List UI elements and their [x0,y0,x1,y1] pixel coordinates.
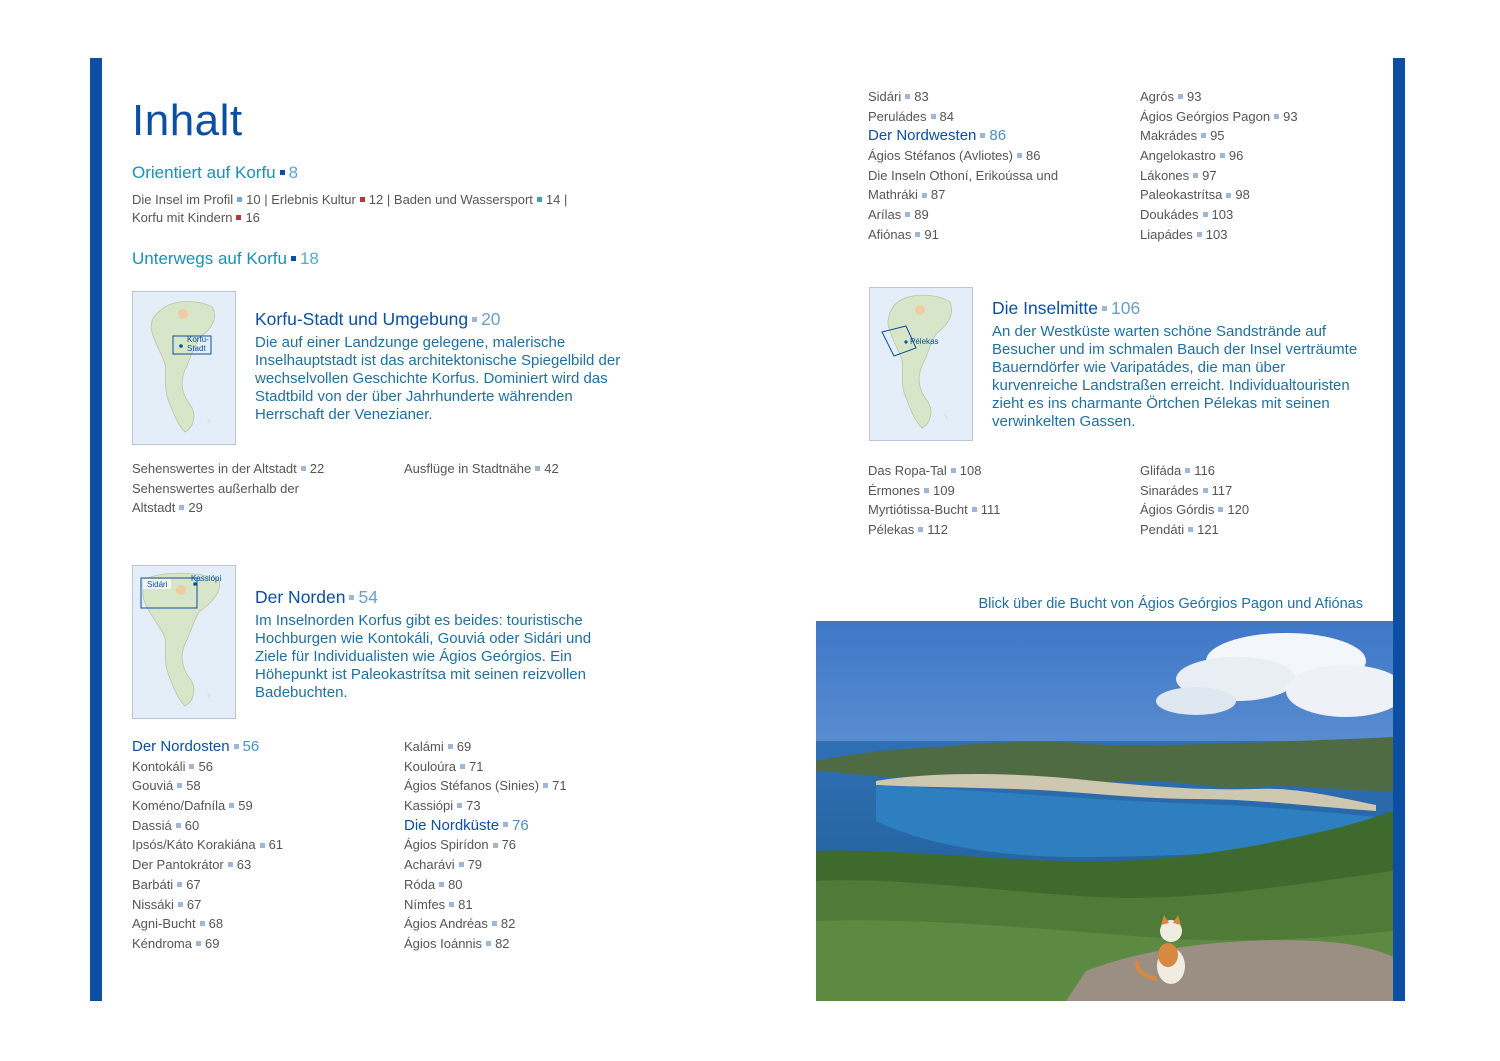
entry-label: Érmones [868,482,921,498]
page-number: 14 [545,192,561,207]
page-marker [301,466,306,471]
separator: | [264,192,268,207]
bay-photo-illustration [816,621,1393,1001]
toc-entry[interactable] [132,796,283,816]
page-number: 58 [186,778,201,794]
page-number: 56 [242,738,260,755]
page-marker [1178,94,1183,99]
toc-entry[interactable] [404,934,567,954]
page-number: 76 [501,837,517,853]
page-number: 22 [309,461,325,476]
region-heading-label: Die Inselmitte [992,298,1099,318]
page-marker [1203,212,1208,217]
entry-label: Doukádes [1140,207,1199,223]
region-map-korfu-stadt [132,291,236,445]
left-page-edge-bar [90,58,102,1001]
page-number: 120 [1227,502,1250,518]
entry-label: Kontokáli [132,758,186,774]
toc-list-korfu-stadt-col1 [132,459,324,518]
corfu-island-map [870,288,972,440]
toc-subheading[interactable] [132,737,283,757]
region-map-norden [132,565,236,719]
toc-entry[interactable] [1140,166,1298,186]
entry-label: Mathráki [868,187,918,203]
entry-label: Barbáti [132,876,174,892]
region-heading-label: Korfu-Stadt und Umgebung [255,309,469,329]
toc-entry[interactable] [132,855,283,875]
region-description: Im Inselnorden Korfus gibt es beides: touristische Hochburgen wie Kontokáli, Gouviá oder Sidári und Ziele für Individualisten wie Ágios Geórgios. Ein Höhepunkt ist Paleokastrítsa mit seinen reizvollen Badebuchten. [255,612,592,701]
toc-entry[interactable] [132,895,283,915]
page-number: 86 [989,127,1007,145]
page-marker [189,764,194,769]
page-marker [922,193,927,198]
region-heading-norden[interactable] [255,587,378,608]
page-marker [1102,306,1107,311]
page-number: 71 [469,758,484,774]
page-number: 112 [927,522,948,538]
entry-label: Ágios Geórgios Pagon [1140,108,1271,124]
toc-entry[interactable] [404,835,567,855]
toc-entry[interactable] [868,87,1058,107]
toc-entry[interactable]: Baden und Wassersport [393,192,533,207]
toc-entry[interactable] [404,895,567,915]
entry-label: Glifáda [1140,463,1182,478]
toc-list-norden-col1 [132,737,283,954]
page-number: 67 [186,876,201,892]
page-marker [177,882,182,887]
page-number: 106 [1111,298,1141,318]
page-marker [543,783,548,788]
page-title: Inhalt [132,96,243,145]
page-number: 68 [208,916,224,932]
page-marker [360,197,365,202]
entry-label: Angelokastro [1140,148,1216,164]
toc-entry[interactable] [868,520,1000,540]
page-number: 89 [914,207,929,223]
toc-entry[interactable] [404,796,567,816]
page-number: 111 [980,502,1001,518]
entry-label: Makrádes [1140,128,1198,144]
toc-entry[interactable] [1140,126,1298,146]
page-marker [1185,468,1190,473]
entry-label: Afiónas [868,226,912,242]
page-marker [924,488,929,493]
page-number: 61 [268,837,284,853]
region-description: Die auf einer Landzunge gelegene, malerische Inselhauptstadt ist das architektonische Spiegelbild der wechselvollen Geschichte Korfus. Dominiert wird das Stadtbild von der über Jahrhunderte währenden Herrschaft der Venezianer. [255,334,621,423]
toc-entry[interactable] [868,225,1058,245]
entry-label: Sehenswertes außerhalb der [132,480,299,496]
page-number: 121 [1197,522,1219,538]
toc-entry[interactable]: Korfu mit Kindern [132,210,233,225]
page-number: 69 [456,739,472,754]
page-marker [1226,193,1231,198]
entry-label: Der Pantokrátor [132,857,224,873]
map-label: Kassiópi [191,574,222,583]
page-number: 84 [939,108,955,124]
page-number: 83 [914,89,929,104]
orientiert-line-1 [132,190,567,210]
page-marker [228,862,233,867]
page-number: 69 [204,935,220,951]
photo-caption: Blick über die Bucht von Ágios Geórgios Pagon und Afiónas [978,596,1363,612]
corfu-island-map [133,566,235,718]
entry-label: Paleokastrítsa [1140,187,1223,203]
page-marker [503,822,508,827]
page-number: 18 [299,249,319,268]
page-number: 16 [245,210,260,225]
entry-label: Die Inseln Othoní, Erikoússa und [868,167,1059,183]
toc-entry[interactable] [404,914,567,934]
page-marker [439,882,444,887]
page-marker [178,902,183,907]
page-number: 20 [481,309,501,329]
entry-label: Ágios Górdis [1140,502,1215,518]
entry-label: Ausflüge in Stadtnähe [404,461,532,476]
page-number: 98 [1235,187,1250,203]
entry-label: Dassiá [132,817,172,833]
page-number: 71 [552,778,567,794]
page-marker [918,527,923,532]
toc-list-korfu-stadt-col2 [404,459,559,479]
section-heading-unterwegs[interactable] [132,249,319,269]
page-number: 60 [184,817,200,833]
page-number: 59 [238,798,253,814]
page-number: 96 [1228,148,1244,164]
page-marker [460,764,465,769]
toc-entry[interactable] [132,498,324,518]
page-marker [237,197,242,202]
toc-entry[interactable]: Erlebnis Kultur [271,192,356,207]
region-heading-inselmitte[interactable] [992,298,1140,319]
entry-label: Pélekas [868,522,915,538]
toc-entry[interactable] [1140,107,1298,127]
entry-label: Ágios Andréas [404,916,488,932]
entry-label: Ágios Spirídon [404,837,489,853]
page-marker [972,507,977,512]
toc-entry[interactable] [132,875,283,895]
page-number: 97 [1202,167,1217,183]
toc-subheading[interactable] [868,126,1058,146]
page-marker [1188,527,1193,532]
toc-entry[interactable] [1140,205,1298,225]
entry-label: Nímfes [404,896,446,912]
page-marker [459,862,464,867]
page-number: 86 [1026,148,1041,164]
region-description: An der Westküste warten schöne Sandstrände auf Besucher und im schmalen Bauch der Insel verträumte Bauerndörfer wie Varipatádes, die man über kurvenreiche Landstraßen erreicht. Individualtouristen zieht es ins charmante Örtchen Pélekas mit seinen verwinkelten Gassen. [992,323,1358,430]
page-number: 73 [466,798,481,814]
section-heading-label: Unterwegs auf Korfu [132,249,287,268]
entry-label: Arílas [868,207,902,223]
toc-entry[interactable] [404,737,567,757]
toc-entry[interactable] [868,205,1058,225]
page-number: 54 [358,587,378,607]
page-marker [486,941,491,946]
page-marker [179,505,184,510]
toc-entry[interactable] [868,461,1000,481]
page-number: 63 [236,857,252,873]
page-marker [951,468,956,473]
page-marker [1201,133,1206,138]
page-marker [280,170,285,175]
section-heading-label: Orientiert auf Korfu [132,163,276,182]
toc-entry[interactable] [1140,185,1298,205]
page-marker [1220,153,1225,158]
toc-entry[interactable] [404,459,559,479]
page-number: 95 [1210,128,1225,144]
page-number: 82 [495,935,510,951]
page-marker [1017,153,1022,158]
entry-label: Agni-Bucht [132,916,196,932]
page-marker [176,823,181,828]
page-marker [236,215,241,220]
entry-label: Nissáki [132,896,174,912]
separator: | [386,192,391,207]
page-number: 117 [1211,482,1233,498]
toc-entry[interactable] [132,479,324,499]
toc-entry[interactable] [404,776,567,796]
page-number: 109 [933,482,955,498]
page-marker [472,317,477,322]
page-number: 82 [500,916,516,932]
page-marker [493,843,498,848]
entry-label: Liapádes [1140,226,1193,242]
entry-label: Sidári [868,89,902,104]
toc-entry[interactable] [1140,87,1298,107]
region-map-inselmitte [869,287,973,441]
entry-label: Ágios Stéfanos (Sinies) [404,778,540,794]
map-label: Stadt [187,344,206,353]
page-number: 10 [246,192,261,207]
toc-entry[interactable] [868,166,1058,186]
entry-label: Kassiópi [404,798,454,814]
toc-entry[interactable] [132,835,283,855]
entry-label: Myrtiótissa-Bucht [868,502,968,518]
page-marker [449,902,454,907]
page-marker [492,921,497,926]
map-label: Sidári [147,580,168,589]
page-marker [905,94,910,99]
region-heading-korfu-stadt[interactable] [255,309,501,330]
entry-label: Ipsós/Káto Korakiána [132,837,256,853]
page-number: 81 [458,896,473,912]
right-page-edge-bar [1393,58,1405,1001]
landscape-photo [816,621,1393,1001]
page-marker [980,133,985,138]
toc-entry[interactable] [404,757,567,777]
entry-label: Gouviá [132,778,174,794]
toc-entry[interactable] [132,816,283,836]
toc-list-inselmitte-col1 [868,461,1000,540]
map-label: Korfu- [187,335,209,344]
page-marker [1218,507,1223,512]
page-number: 29 [188,500,203,516]
toc-entry[interactable] [132,934,283,954]
page-number: 103 [1205,226,1228,242]
region-heading-label: Der Norden [255,587,346,607]
entry-label: Pendáti [1140,522,1185,538]
toc-list-inselmitte-col2 [1140,461,1249,540]
entry-label: Die Nordküste [404,816,500,834]
page-marker [931,114,936,119]
entry-label: Lákones [1140,167,1190,183]
entry-label: Kouloúra [404,758,457,774]
toc-entry[interactable] [868,185,1058,205]
toc-entry[interactable] [404,875,567,895]
entry-label: Das Ropa-Tal [868,463,947,478]
toc-entry[interactable] [868,107,1058,127]
entry-label: Ágios Ioánnis [404,935,483,951]
page-marker [177,783,182,788]
page-marker [915,232,920,237]
entry-label: Róda [404,876,436,892]
toc-entry[interactable] [868,481,1000,501]
page-number: 8 [288,163,299,182]
page-marker [537,197,542,202]
toc-entry[interactable] [132,757,283,777]
toc-entry[interactable] [132,914,283,934]
separator: | [563,192,568,207]
corfu-island-map [133,292,235,444]
entry-label: Sinarádes [1140,482,1199,498]
page-number: 42 [544,461,559,476]
page-marker [260,843,265,848]
map-label: Pélekas [910,337,939,346]
page-marker [1197,232,1202,237]
entry-label: Ágios Stéfanos (Avliotes) [868,148,1013,164]
entry-label: Agrós [1140,89,1174,104]
page-marker [234,744,239,749]
entry-label: Peruládes [868,108,927,124]
page-number: 87 [930,187,946,203]
orientiert-line-2 [132,208,260,228]
page-marker [905,212,910,217]
toc-entry[interactable] [1140,146,1298,166]
toc-entry[interactable] [1140,481,1249,501]
page-number: 67 [186,896,202,912]
page-marker [448,744,453,749]
page-marker [1193,173,1198,178]
page-number: 93 [1186,89,1202,104]
entry-label: Der Nordwesten [868,127,977,145]
page-number: 12 [368,192,384,207]
page-marker [457,803,462,808]
page-marker [535,466,540,471]
toc-entry[interactable] [132,776,283,796]
toc-list-right-col2 [1140,87,1298,245]
page-number: 76 [512,816,529,834]
entry-label: Der Nordosten [132,738,230,755]
page-marker [291,256,296,261]
toc-entry[interactable] [1140,461,1249,481]
toc-entry[interactable] [1140,500,1249,520]
toc-entry[interactable] [1140,520,1249,540]
page-marker [196,941,201,946]
page-number: 93 [1283,108,1298,124]
toc-entry[interactable] [868,146,1058,166]
toc-entry[interactable] [1140,225,1298,245]
page-number: 91 [924,226,939,242]
entry-label: Sehenswertes in der Altstadt [132,461,297,476]
page-marker [1203,488,1208,493]
toc-list-norden-col2 [404,737,567,954]
entry-label: Koméno/Dafníla [132,798,226,814]
toc-subheading[interactable] [404,816,567,836]
entry-label: Kéndroma [132,935,192,951]
toc-entry[interactable]: Die Insel im Profil [132,192,234,207]
page-number: 116 [1194,463,1215,478]
entry-label: Kalámi [404,739,444,754]
page-marker [349,595,354,600]
toc-list-right-col1 [868,87,1058,245]
toc-entry[interactable] [868,500,1000,520]
page-number: 103 [1211,207,1234,223]
toc-entry[interactable] [404,855,567,875]
page-marker [1274,114,1279,119]
page-marker [200,921,205,926]
page-number: 108 [959,463,982,478]
toc-entry[interactable] [132,459,324,479]
page-number: 79 [467,857,483,873]
section-heading-orientiert[interactable] [132,163,298,183]
entry-label: Altstadt [132,500,176,516]
page-number: 80 [448,876,463,892]
page-marker [229,803,234,808]
entry-label: Acharávi [404,857,455,873]
page-number: 56 [198,758,213,774]
